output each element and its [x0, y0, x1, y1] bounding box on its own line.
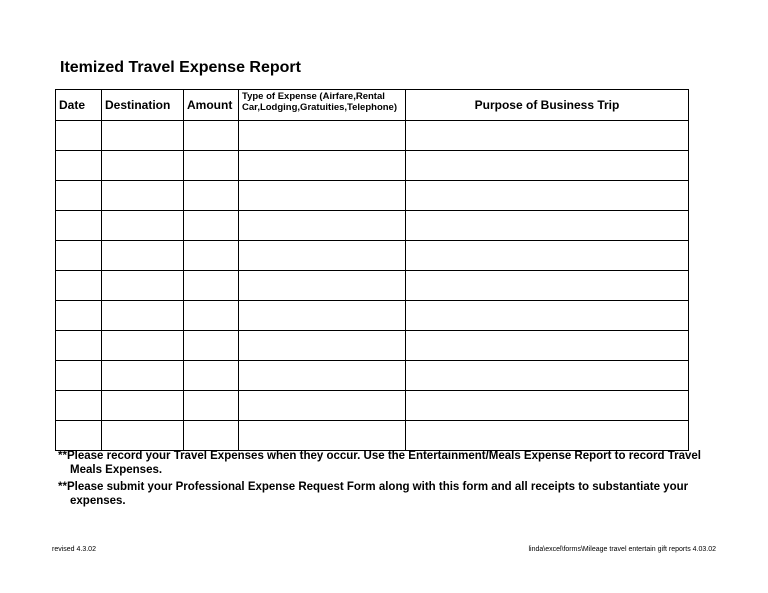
cell-destination[interactable] — [102, 151, 184, 181]
cell-amount[interactable] — [184, 121, 239, 151]
cell-destination[interactable] — [102, 271, 184, 301]
cell-amount[interactable] — [184, 181, 239, 211]
cell-expense-type[interactable] — [239, 181, 406, 211]
table-header-row — [56, 90, 689, 121]
header-amount: Amount — [184, 90, 239, 121]
table-row — [56, 361, 689, 391]
cell-destination[interactable] — [102, 121, 184, 151]
note-record-expenses: **Please record your Travel Expenses when they occur. Use the Entertainment/Meals Expense Report to record Travel Meals Expenses. — [58, 450, 701, 476]
header-destination: Destination — [102, 90, 184, 121]
cell-purpose[interactable] — [406, 151, 689, 181]
cell-date[interactable] — [56, 361, 102, 391]
cell-expense-type[interactable] — [239, 121, 406, 151]
cell-purpose[interactable] — [406, 211, 689, 241]
cell-purpose[interactable] — [406, 301, 689, 331]
header-date: Date — [56, 90, 102, 121]
cell-date[interactable] — [56, 421, 102, 451]
cell-amount[interactable] — [184, 151, 239, 181]
cell-destination[interactable] — [102, 241, 184, 271]
table-row — [56, 391, 689, 421]
cell-expense-type[interactable] — [239, 331, 406, 361]
cell-amount[interactable] — [184, 331, 239, 361]
table-body — [56, 121, 689, 451]
cell-expense-type[interactable] — [239, 241, 406, 271]
cell-destination[interactable] — [102, 331, 184, 361]
cell-expense-type[interactable] — [239, 361, 406, 391]
note-submit-form: **Please submit your Professional Expense Request Form along with this form and all receipts to substantiate your expenses. — [58, 481, 689, 507]
cell-purpose[interactable] — [406, 121, 689, 151]
table-row — [56, 181, 689, 211]
cell-amount[interactable] — [184, 211, 239, 241]
cell-purpose[interactable] — [406, 391, 689, 421]
table-row — [56, 211, 689, 241]
notes-section — [58, 449, 718, 511]
table-row — [56, 241, 689, 271]
table-row — [56, 151, 689, 181]
header-purpose: Purpose of Business Trip — [406, 90, 689, 121]
cell-expense-type[interactable] — [239, 421, 406, 451]
footer-file-path: linda\excel\forms\Mileage travel entertain gift reports 4.03.02 — [528, 546, 716, 553]
table-row — [56, 421, 689, 451]
expense-table — [55, 89, 689, 451]
cell-date[interactable] — [56, 271, 102, 301]
cell-amount[interactable] — [184, 361, 239, 391]
table-row — [56, 121, 689, 151]
table-row — [56, 331, 689, 361]
cell-amount[interactable] — [184, 391, 239, 421]
cell-amount[interactable] — [184, 271, 239, 301]
cell-date[interactable] — [56, 121, 102, 151]
cell-amount[interactable] — [184, 421, 239, 451]
cell-date[interactable] — [56, 241, 102, 271]
cell-destination[interactable] — [102, 181, 184, 211]
cell-purpose[interactable] — [406, 271, 689, 301]
report-title: Itemized Travel Expense Report — [60, 59, 301, 76]
cell-amount[interactable] — [184, 241, 239, 271]
cell-expense-type[interactable] — [239, 151, 406, 181]
footer-revised: revised 4.3.02 — [52, 546, 96, 553]
cell-destination[interactable] — [102, 391, 184, 421]
cell-expense-type[interactable] — [239, 301, 406, 331]
cell-expense-type[interactable] — [239, 271, 406, 301]
cell-expense-type[interactable] — [239, 211, 406, 241]
cell-destination[interactable] — [102, 301, 184, 331]
cell-destination[interactable] — [102, 361, 184, 391]
cell-purpose[interactable] — [406, 361, 689, 391]
cell-date[interactable] — [56, 331, 102, 361]
cell-purpose[interactable] — [406, 241, 689, 271]
cell-date[interactable] — [56, 211, 102, 241]
cell-purpose[interactable] — [406, 331, 689, 361]
cell-destination[interactable] — [102, 211, 184, 241]
cell-destination[interactable] — [102, 421, 184, 451]
cell-purpose[interactable] — [406, 421, 689, 451]
cell-date[interactable] — [56, 301, 102, 331]
header-expense-type: Type of Expense (Airfare,Rental Car,Lodging,Gratuities,Telephone) — [239, 90, 406, 121]
cell-amount[interactable] — [184, 301, 239, 331]
table-row — [56, 271, 689, 301]
cell-expense-type[interactable] — [239, 391, 406, 421]
cell-purpose[interactable] — [406, 181, 689, 211]
cell-date[interactable] — [56, 151, 102, 181]
cell-date[interactable] — [56, 391, 102, 421]
cell-date[interactable] — [56, 181, 102, 211]
table-row — [56, 301, 689, 331]
